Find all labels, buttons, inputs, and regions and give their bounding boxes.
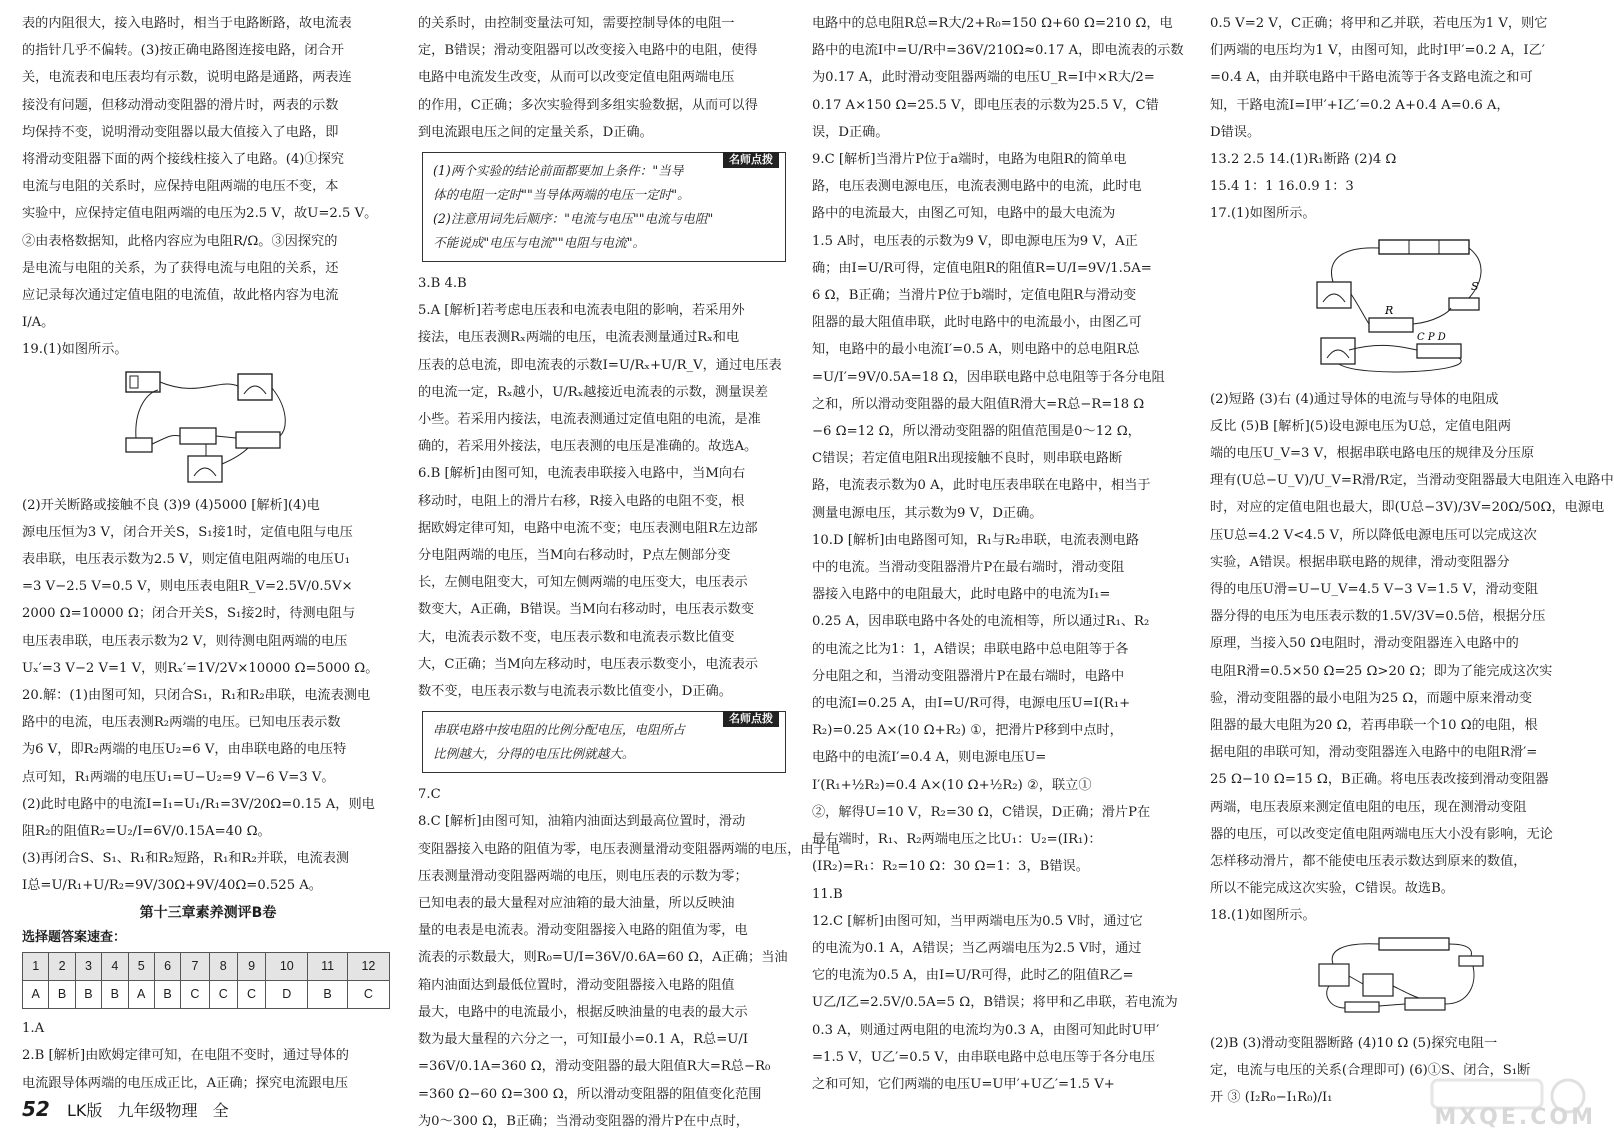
answer-text-block [22, 1015, 394, 1097]
question-19-heading: 19.(1)如图所示。 [22, 342, 128, 358]
text-line: 两端，电压表原来测定值电阻的电压，现在测滑动变阻 [1210, 799, 1527, 815]
text-line: 1.A [22, 1021, 45, 1037]
answer-cell: 11 [308, 952, 347, 980]
text-line: 2000 Ω=10000 Ω；闭合开关S，S₁接2时，待测电阻与 [22, 606, 356, 622]
text-line: 0.17 A×150 Ω=25.5 V，即电压表的示数为25.5 V，C错 [812, 97, 1159, 113]
answer-text-block [418, 270, 790, 705]
rheostat-label: C P D [1417, 331, 1446, 343]
text-line: 电流跟导体两端的电压成正比，A正确；探究电流跟电压 [22, 1075, 349, 1091]
text-line: 路中的电流I中=U/R中=36V/210Ω≈0.17 A，即电流表的示数 [812, 43, 1184, 59]
text-line: 之和可知，它们两端的电压U=U甲′+U乙′=1.5 V+ [812, 1076, 1115, 1092]
text-line: 原理，当接入50 Ω电阻时，滑动变阻器连入电路中的 [1210, 636, 1519, 652]
text-line: 18.(1)如图所示。 [1210, 908, 1316, 924]
text-line: 们两端的电压均为1 V，由图可知，此时I甲′=0.2 A，I乙′ [1210, 43, 1545, 59]
answer-cell: 3 [75, 952, 101, 980]
volume-label: 全 [212, 1101, 229, 1120]
text-line: 器接入电路中的电阻最大，此时电路中的电流为I₁= [812, 587, 1111, 603]
watermark-text: MXQE.COM [1434, 1105, 1596, 1130]
column-1 [22, 10, 394, 1097]
text-line: 定，B错误；滑动变阻器可以改变接入电路中的电阻，使得 [418, 43, 758, 59]
answer-cell: A [23, 980, 49, 1008]
tip-text [433, 159, 775, 255]
answer-cell: D [266, 980, 308, 1008]
text-line: 数为最大量程的六分之一，可知I最小=0.1 A，R总=U/I [418, 1032, 749, 1048]
text-line: 时，对应的定值电阻也最大，即(U总−3V)/3V=20Ω/50Ω，电源电 [1210, 500, 1605, 516]
text-line: 表串联，电压表示数为2.5 V，则定值电阻两端的电压U₁ [22, 552, 351, 568]
answer-cell: B [75, 980, 101, 1008]
text-line: 10.D [解析]由电路图可知，R₁与R₂串联，电流表测电路 [812, 532, 1140, 548]
edition-label: LK版 [66, 1101, 103, 1120]
text-line: 接法，电压表测Rₓ两端的电压，电流表测量通过Rₓ和电 [418, 330, 740, 346]
answer-cell: C [347, 980, 389, 1008]
text-line: ②由表格数据知，此格内容应为电阻R/Ω。③因探究的 [22, 233, 338, 249]
text-line: 小些。若采用内接法，电流表测通过定值电阻的电流，是准 [418, 412, 761, 428]
text-line: 电路中的总电阻R总=R大/2+R₀=150 Ω+60 Ω=210 Ω，电 [812, 16, 1173, 31]
answer-cell: 6 [154, 952, 180, 980]
text-line: 定，电流与电压的关系(合理即可) (6)①S、闭合，S₁断 [1210, 1062, 1531, 1078]
circuit-figure-19 [118, 368, 298, 488]
text-line: 阻器的最大阻值串联，此时电路中的电流最小，由图乙可 [812, 315, 1142, 331]
section-title: 第十三章素养测评B卷 [139, 904, 277, 921]
tip-tag: 名师点拨 [723, 711, 779, 727]
teacher-tip-box [422, 152, 786, 262]
text-line: I总=U/R₁+U/R₂=9V/30Ω+9V/40Ω=0.525 A。 [22, 878, 322, 894]
text-line: 得的电压U滑=U−U_V=4.5 V−3 V=1.5 V，滑动变阻 [1210, 582, 1539, 598]
text-line: −6 Ω=12 Ω，所以滑动变阻器的阻值范围是0～12 Ω， [812, 424, 1141, 440]
text-line: 实验中，应保持定值电阻两端的电压为2.5 V，故U=2.5 V。 [22, 206, 378, 222]
text-line: 15.4 1：1 16.0.9 1：3 [1210, 179, 1354, 195]
text-line: D错误。 [1210, 124, 1261, 140]
text-line: =3 V−2.5 V=0.5 V，则电压表电阻R_V=2.5V/0.5V× [22, 579, 353, 595]
text-line: 知，电路中的最小电流I′=0.5 A，则电路中的总电阻R总 [812, 342, 1140, 358]
text-line: 为6 V，即R₂两端的电压U₂=6 V，由串联电路的电压特 [22, 742, 347, 758]
text-line: (2)开关断路或接触不良 (3)9 (4)5000 [解析](4)电 [22, 497, 320, 513]
text-line: 25 Ω−10 Ω=15 Ω，B正确。将电压表改接到滑动变阻器 [1210, 772, 1549, 788]
text-line: 关，电流表和电压表均有示数，说明电路是通路，两表连 [22, 70, 352, 86]
text-line: 为0～300 Ω，B正确；当滑动变阻器的滑片P在中点时， [418, 1113, 749, 1129]
answer-cell: B [49, 980, 75, 1008]
text-line: 变阻器接入电路的阻值为零，电压表测量滑动变阻器两端的电压，由于电 [418, 841, 840, 857]
text-line: =0.4 A，由并联电路中干路电流等于各支路电流之和可 [1210, 70, 1533, 86]
circuit-figure-17 [1299, 232, 1499, 382]
text-line: 据欧姆定律可知，电路中电流不变；电压表测电阻R左边部 [418, 520, 758, 536]
answer-text-block [1210, 386, 1614, 930]
text-line: 分电阻之和，当滑动变阻器滑片P在最右端时，电路中 [812, 668, 1125, 684]
text-line: 的指针几乎不偏转。(3)按正确电路图连接电路，闭合开 [22, 43, 344, 59]
text-line: 的电流一定，Rₓ越小，U/Rₓ越接近电流表的示数，测量误差 [418, 384, 768, 400]
text-line: 中的电流。当滑动变阻器滑片P在最右端时，滑动变阻 [812, 560, 1125, 576]
text-line: 确；由I=U/R可得，定值电阻R的阻值R=U/I=9V/1.5A= [812, 260, 1152, 276]
text-line: 是电流与电阻的关系，为了获得电流与电阻的关系，还 [22, 260, 339, 276]
text-line: 阻R₂的阻值R₂=U₂/I=6V/0.15A=40 Ω。 [22, 824, 271, 840]
text-line: (IR₂)=R₁：R₂=10 Ω：30 Ω=1：3，B错误。 [812, 859, 1089, 875]
text-line: 确的，若采用外接法，电压表测的电压是准确的。故选A。 [418, 439, 758, 455]
answer-letter-row [23, 980, 390, 1008]
text-line: 应记录每次通过定值电阻的电流值，故此格内容为电流 [22, 288, 339, 304]
text-line: 的电流I=0.25 A，由I=U/R可得，电源电压U=I(R₁+ [812, 696, 1131, 712]
text-line: 分电阻两端的电压，当M向右移动时，P点左侧部分变 [418, 548, 731, 564]
text-line: 接没有问题，但移动滑动变阻器的滑片时，两表的示数 [22, 97, 339, 113]
book-title: 九年级物理 [117, 1101, 198, 1120]
text-line: Uₓ′=3 V−2 V=1 V，则Rₓ′=1V/2V×10000 Ω=5000 Ω。 [22, 660, 379, 676]
answer-cell: 2 [49, 952, 75, 980]
text-line: 器的电压，可以改变定值电阻两端电压大小没有影响，无论 [1210, 826, 1553, 842]
text-line: 11.B [812, 886, 843, 902]
text-line: 知，干路电流I=I甲′+I乙′=0.2 A+0.4 A=0.6 A， [1210, 97, 1510, 113]
text-line: C错误；若定值电阻R出现接触不良时，则串联电路断 [812, 451, 1123, 467]
text-line: 压表测量滑动变阻器两端的电压，则电压表的示数为零； [418, 868, 748, 884]
text-line: 9.C [解析]当滑片P位于a端时，电路为电阻R的简单电 [812, 152, 1127, 168]
text-line: 5.A [解析]若考虑电压表和电流表电阻的影响，若采用外 [418, 303, 745, 319]
text-line: (1)两个实验的结论前面都要加上条件："当导 [433, 163, 684, 179]
text-line: ②，解得U=10 V，R₂=30 Ω，C错误，D正确；滑片P在 [812, 804, 1151, 820]
text-line: 验，滑动变阻器的最小电阻为25 Ω，而题中原来滑动变 [1210, 690, 1533, 706]
text-line: 不能说成"电压与电流""电阻与电流"。 [433, 235, 646, 251]
text-line: 13.2 2.5 14.(1)R₁断路 (2)4 Ω [1210, 152, 1397, 168]
text-line: 流表的示数最大，则R₀=U/I=36V/0.6A=60 Ω，A正确；当油 [418, 950, 788, 966]
answer-cell: 4 [102, 952, 128, 980]
text-line: 1.5 A时，电压表的示数为9 V，即电源电压为9 V，A正 [812, 233, 1138, 249]
answer-cell: 12 [347, 952, 389, 980]
text-line: 电流与电阻的关系时，应保持电阻两端的电压不变，本 [22, 179, 339, 195]
text-line: 0.5 V=2 V，C正确；将甲和乙并联，若电压为1 V，则它 [1210, 16, 1548, 31]
text-line: 器分得的电压为电压表示数的1.5V/3V=0.5倍，根据分压 [1210, 609, 1546, 625]
text-line: 数不变，电压表示数与电流表示数比值变小，D正确。 [418, 684, 732, 700]
text-line: 长，左侧电阻变大，可知左侧两端的电压变大，电压表示 [418, 575, 748, 591]
text-line: 压表的总电流，即电流表的示数I=U/Rₓ+U/R_V，通过电压表 [418, 357, 782, 373]
text-line: (2)B (3)滑动变阻器断路 (4)10 Ω (5)探究电阻一 [1210, 1035, 1498, 1051]
text-line: 6.B [解析]由图可知，电流表串联接入电路中，当M向右 [418, 466, 746, 482]
text-line: 大，电流表示数不变，电压表示数和电流表示数比值变 [418, 629, 735, 645]
answer-cell: 7 [181, 952, 209, 980]
answer-cell: B [102, 980, 128, 1008]
text-line: 路中的电流最大，由图乙可知，电路中的最大电流为 [812, 206, 1116, 222]
text-line: 2.B [解析]由欧姆定律可知，在电阻不变时，通过导体的 [22, 1048, 349, 1064]
text-line: =360 Ω−60 Ω=300 Ω，所以滑动变阻器的阻值变化范围 [418, 1086, 762, 1102]
text-line: 测量电源电压，其示数为9 V，D正确。 [812, 505, 1043, 521]
text-line: =U/I′=9V/0.5A=18 Ω，因串联电路中总电阻等于各分电阻 [812, 369, 1165, 385]
answer-text-block [22, 10, 394, 336]
text-line: 移动时，电阻上的滑片右移，R接入电路的电阻不变，根 [418, 493, 745, 509]
text-line: 20.解：(1)由图可知，只闭合S₁，R₁和R₂串联，电流表测电 [22, 688, 371, 704]
text-line: 源电压恒为3 V，闭合开关S，S₁接1时，定值电阻与电压 [22, 524, 353, 540]
answer-text-block [1210, 10, 1588, 228]
text-line: 数变大，A正确，B错误。当M向右移动时，电压表示数变 [418, 602, 755, 618]
column-4 [1210, 10, 1614, 1111]
resistor-label: R [1385, 303, 1394, 317]
text-line: 电路中电流发生改变，从而可以改变定值电阻两端电压 [418, 70, 735, 86]
tip-tag: 名师点拨 [723, 152, 779, 168]
text-line: 最大，电路中的电流最小，根据反映油量的电表的最大示 [418, 1004, 748, 1020]
text-line: 的作用，C正确；多次实验得到多组实验数据，从而可以得 [418, 97, 758, 113]
text-line: R₂)=0.25 A×(10 Ω+R₂) ①，把滑片P移到中点时， [812, 723, 1123, 739]
text-line: 开 ③ (I₂R₀−I₁R₀)/I₁ [1210, 1090, 1333, 1106]
text-line: 的电流之比为1：1，A错误；串联电路中总电阻等于各 [812, 641, 1129, 657]
text-line: 12.C [解析]由图可知，当甲两端电压为0.5 V时，通过它 [812, 913, 1143, 929]
text-line: =36V/0.1A=360 Ω，滑动变阻器的最大阻值R大=R总−R₀ [418, 1059, 771, 1075]
answer-cell: 1 [23, 952, 49, 980]
text-line: 据电阻的串联可知，滑动变阻器连入电路中的电阻R滑′= [1210, 745, 1538, 761]
text-line: 端的电压U_V=3 V，根据串联电路电压的规律及分压原 [1210, 446, 1535, 462]
answer-text-block [812, 10, 1187, 1098]
text-line: 的电流为0.1 A，A错误；当乙两端电压为2.5 V时，通过 [812, 940, 1142, 956]
page-footer [22, 1094, 229, 1124]
text-line: 8.C [解析]由图可知，油箱内油面达到最高位置时，滑动 [418, 814, 746, 830]
text-line: 所以不能完成这次实验，C错误。故选B。 [1210, 881, 1454, 897]
answer-cell: A [128, 980, 154, 1008]
page-number: 52 [22, 1097, 50, 1121]
answer-text-block [22, 492, 394, 900]
text-line: 路中的电流，电压表测R₂两端的电压。已知电压表示数 [22, 715, 341, 731]
answer-table [22, 952, 390, 1009]
text-line: 反比 (5)B [解析](5)设电源电压为U总，定值电阻两 [1210, 418, 1512, 434]
answer-number-row [23, 952, 390, 980]
circuit-figure-18 [1309, 934, 1489, 1026]
switch-label: S [1471, 279, 1479, 293]
answer-cell: B [154, 980, 180, 1008]
text-line: 7.C [418, 787, 441, 803]
text-line: 均保持不变，说明滑动变阻器以最大值接入了电路，即 [22, 124, 339, 140]
answer-cell: 8 [209, 952, 237, 980]
text-line: =1.5 V，U乙′=0.5 V，由串联电路中总电压等于各分电压 [812, 1049, 1155, 1065]
text-line: I/A。 [22, 315, 55, 331]
answer-cell: B [308, 980, 347, 1008]
text-line: 串联电路中按电阻的比例分配电压，电阻所占 [433, 722, 685, 738]
text-line: 路，电压表测电源电压，电流表测电路中的电流，此时电 [812, 179, 1142, 195]
text-line: 的关系时，由控制变量法可知，需要控制导体的电阻一 [418, 16, 735, 31]
text-line: 阻器的最大电阻为20 Ω，若再串联一个10 Ω的电阻，根 [1210, 718, 1538, 734]
text-line: 0.25 A，因串联电路中各处的电流相等，所以通过R₁、R₂ [812, 614, 1150, 630]
text-line: 6 Ω，B正确；当滑片P位于b端时，定值电阻R与滑动变 [812, 288, 1137, 304]
text-line: 表的内阻很大，接入电路时，相当于电路断路，故电流表 [22, 16, 352, 31]
text-line: 实验，A错误。根据串联电路的规律，滑动变阻器分 [1210, 554, 1510, 570]
teacher-tip-box [422, 711, 786, 773]
text-line: 已知电表的最大量程对应油箱的最大油量，所以反映油 [418, 896, 735, 912]
text-line: U乙/I乙=2.5V/0.5A=5 Ω，B错误；将甲和乙串联，若电流为 [812, 995, 1178, 1011]
text-line: 电路中的电流I′=0.4 A，则电源电压U= [812, 750, 1047, 766]
answer-cell: C [181, 980, 209, 1008]
text-line: (3)再闭合S、S₁、R₁和R₂短路，R₁和R₂并联，电流表测 [22, 851, 350, 867]
text-line: (2)注意用词先后顺序："电流与电压""电流与电阻" [433, 211, 714, 227]
text-line: I′(R₁+½R₂)=0.4 A×(10 Ω+½R₂) ②，联立① [812, 777, 1092, 793]
text-line: 电阻R滑=0.5×50 Ω=25 Ω>20 Ω；即为了能完成这次实 [1210, 663, 1553, 679]
text-line: 最右端时，R₁、R₂两端电压之比U₁：U₂=(IR₁)： [812, 832, 1102, 848]
text-line: (2)此时电路中的电流I=I₁=U₁/R₁=3V/20Ω=0.15 A，则电 [22, 796, 375, 812]
text-line: 3.B 4.B [418, 276, 467, 292]
text-line: 误，D正确。 [812, 124, 889, 140]
text-line: 为0.17 A，此时滑动变阻器两端的电压U_R=I中×R大/2= [812, 70, 1155, 86]
text-line: 将滑动变阻器下面的两个接线柱接入了电路。(4)①探究 [22, 152, 344, 168]
text-line: 压U总=4.2 V<4.5 V，所以降低电源电压可以完成这次 [1210, 527, 1537, 543]
answer-cell: 10 [266, 952, 308, 980]
text-line: 之和，所以滑动变阻器的最大阻值R滑大=R总−R=18 Ω [812, 396, 1145, 412]
text-line: 箱内油面达到最低位置时，滑动变阻器接入电路的阻值 [418, 977, 735, 993]
text-line: 路，电流表示数为0 A，此时电压表串联在电路中，相当于 [812, 478, 1151, 494]
text-line: 比例越大，分得的电压比例就越大。 [433, 746, 635, 762]
answers-label: 选择题答案速查： [22, 929, 127, 945]
answer-cell: 9 [237, 952, 265, 980]
text-line: 怎样移动滑片，都不能使电压表示数达到原来的数值， [1210, 854, 1527, 870]
text-line: 电压表串联，电压表示数为2 V，则待测电阻两端的电压 [22, 633, 348, 649]
answer-text-block [418, 10, 790, 146]
text-line: 17.(1)如图所示。 [1210, 206, 1316, 222]
answer-cell: C [237, 980, 265, 1008]
text-line: 点可知，R₁两端的电压U₁=U−U₂=9 V−6 V=3 V。 [22, 769, 335, 785]
column-3 [812, 10, 1187, 1098]
text-line: 0.3 A，则通过两电阻的电流均为0.3 A，由图可知此时U甲′ [812, 1022, 1160, 1038]
answer-cell: C [209, 980, 237, 1008]
text-line: 到电流跟电压之间的定量关系，D正确。 [418, 124, 653, 140]
text-line: (2)短路 (3)右 (4)通过导体的电流与导体的电阻成 [1210, 391, 1499, 407]
text-line: 量的电表是电流表。滑动变阻器接入电路的阻值为零，电 [418, 923, 748, 939]
answer-cell: 5 [128, 952, 154, 980]
text-line: 理有(U总−U_V)/U_V=R滑/R定，当滑动变阻器最大电阻连入电路中 [1210, 473, 1614, 489]
text-line: 大，C正确；当M向左移动时，电压表示数变小，电流表示 [418, 656, 759, 672]
text-line: 体的电阻一定时""当导体两端的电压一定时"。 [433, 187, 690, 203]
text-line: 它的电流为0.5 A，由I=U/R可得，此时乙的阻值R乙= [812, 968, 1134, 984]
